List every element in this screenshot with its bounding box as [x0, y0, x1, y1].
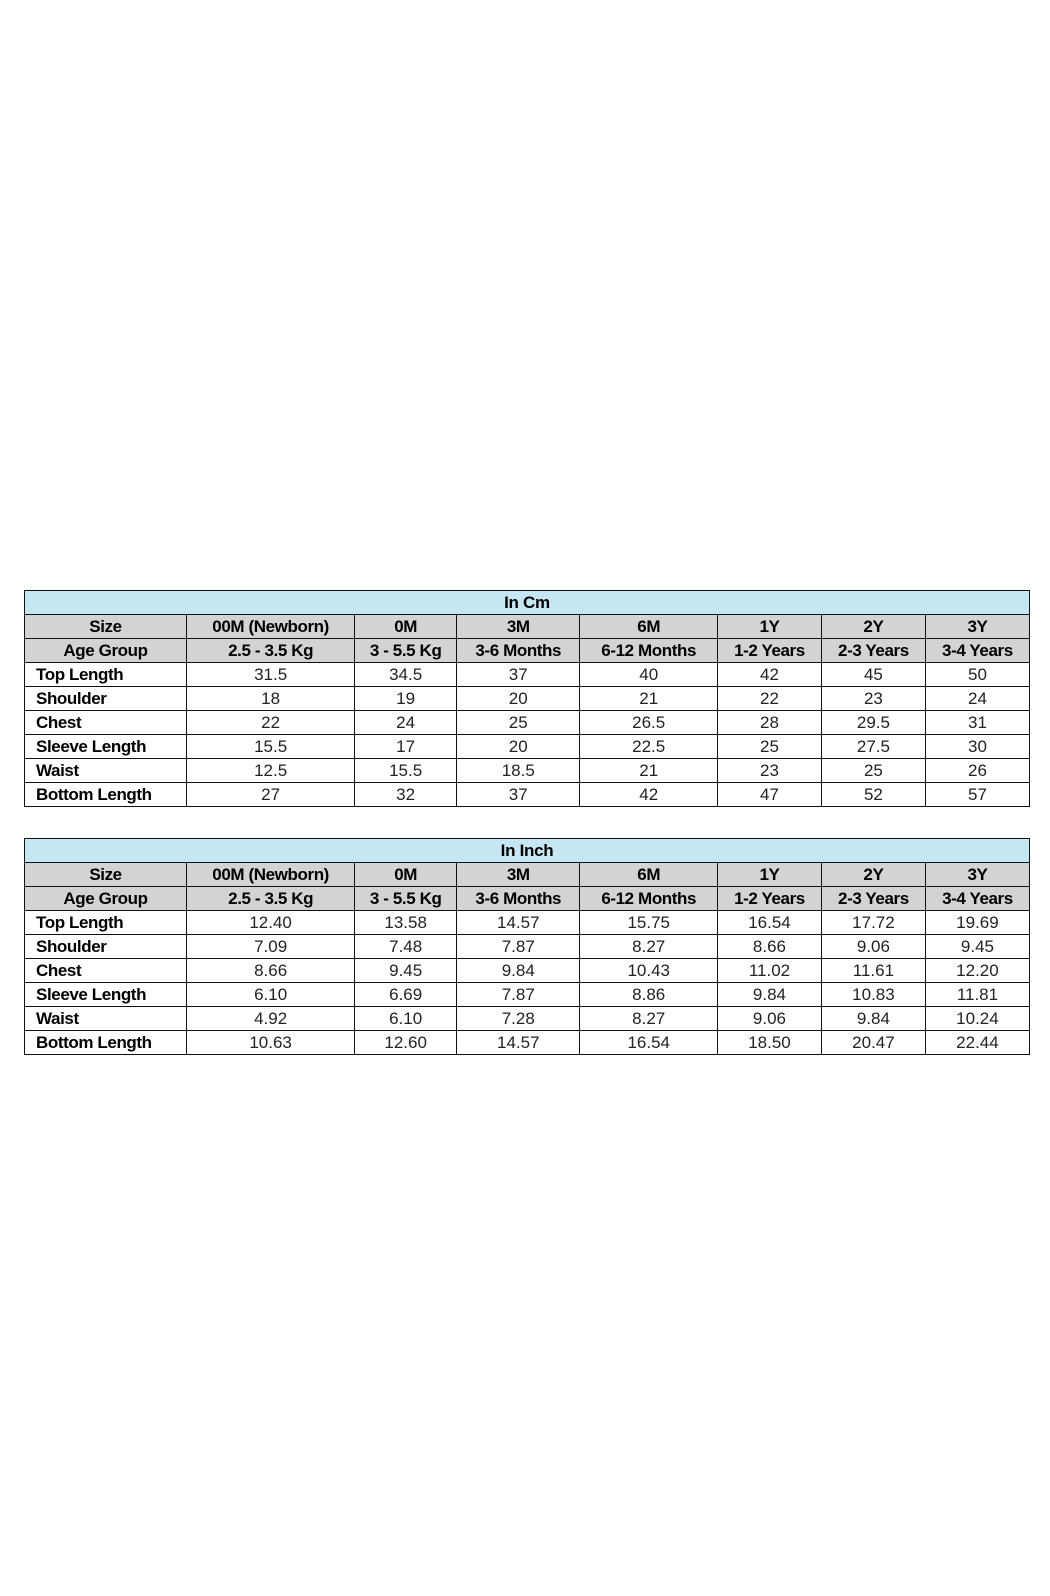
size-header-cell: 3M [457, 615, 580, 639]
table-body [25, 591, 1030, 807]
size-header-cell: 3Y [925, 615, 1029, 639]
measurement-value: 19 [355, 687, 457, 711]
age-group-header-row [25, 639, 1030, 663]
age-group-cell: 3-6 Months [457, 887, 580, 911]
measurement-label: Chest [25, 711, 187, 735]
table-row [25, 911, 1030, 935]
measurement-value: 7.87 [457, 935, 580, 959]
measurement-value: 12.20 [925, 959, 1029, 983]
measurement-value: 15.5 [187, 735, 355, 759]
age-group-cell: 2-3 Years [821, 887, 925, 911]
measurement-label: Shoulder [25, 687, 187, 711]
measurement-value: 12.60 [355, 1031, 457, 1055]
measurement-value: 22 [717, 687, 821, 711]
table-row [25, 663, 1030, 687]
measurement-value: 9.84 [718, 983, 822, 1007]
age-group-header-row [25, 887, 1030, 911]
measurement-value: 7.87 [457, 983, 580, 1007]
size-header-row [25, 615, 1030, 639]
measurement-value: 20 [457, 687, 580, 711]
measurement-label: Top Length [25, 663, 187, 687]
measurement-value: 16.54 [580, 1031, 718, 1055]
size-header-cell: 6M [580, 615, 718, 639]
measurement-value: 50 [925, 663, 1029, 687]
measurement-value: 52 [821, 783, 925, 807]
measurement-value: 34.5 [355, 663, 457, 687]
measurement-value: 14.57 [457, 911, 580, 935]
table-row [25, 935, 1030, 959]
measurement-value: 8.66 [718, 935, 822, 959]
table-row [25, 959, 1030, 983]
size-header-cell: 3Y [925, 863, 1029, 887]
size-chart-cm-table [24, 590, 1030, 807]
size-header-cell: 6M [580, 863, 718, 887]
measurement-value: 26 [925, 759, 1029, 783]
measurement-value: 12.5 [187, 759, 355, 783]
age-group-cell: 3-4 Years [925, 887, 1029, 911]
age-group-cell: 2-3 Years [821, 639, 925, 663]
measurement-value: 4.92 [187, 1007, 355, 1031]
measurement-value: 16.54 [718, 911, 822, 935]
table-row [25, 1007, 1030, 1031]
measurement-value: 8.27 [580, 1007, 718, 1031]
measurement-value: 11.61 [821, 959, 925, 983]
measurement-value: 24 [355, 711, 457, 735]
size-header-cell: 2Y [821, 863, 925, 887]
measurement-value: 29.5 [821, 711, 925, 735]
measurement-value: 21 [580, 687, 718, 711]
measurement-value: 7.28 [457, 1007, 580, 1031]
age-group-cell: 1-2 Years [718, 887, 822, 911]
measurement-value: 6.69 [355, 983, 457, 1007]
size-header-cell: 1Y [718, 863, 822, 887]
table-title: In Cm [25, 591, 1030, 615]
table-row [25, 687, 1030, 711]
measurement-value: 20 [457, 735, 580, 759]
measurement-value: 8.27 [580, 935, 718, 959]
measurement-label: Waist [25, 759, 187, 783]
age-group-cell: 6-12 Months [580, 639, 718, 663]
table-row [25, 983, 1030, 1007]
measurement-value: 6.10 [187, 983, 355, 1007]
measurement-value: 22.5 [580, 735, 718, 759]
measurement-label: Chest [25, 959, 187, 983]
measurement-value: 10.63 [187, 1031, 355, 1055]
measurement-label: Shoulder [25, 935, 187, 959]
measurement-value: 17.72 [821, 911, 925, 935]
measurement-label: Bottom Length [25, 1031, 187, 1055]
measurement-value: 40 [580, 663, 718, 687]
measurement-value: 27.5 [821, 735, 925, 759]
size-label: Size [25, 615, 187, 639]
measurement-value: 8.86 [580, 983, 718, 1007]
measurement-value: 42 [580, 783, 718, 807]
measurement-value: 9.84 [821, 1007, 925, 1031]
size-header-cell: 1Y [717, 615, 821, 639]
measurement-value: 31 [925, 711, 1029, 735]
size-header-cell: 00M (Newborn) [187, 863, 355, 887]
age-group-cell: 3-4 Years [925, 639, 1029, 663]
measurement-value: 21 [580, 759, 718, 783]
size-header-cell: 0M [355, 615, 457, 639]
table-title-row [25, 839, 1030, 863]
measurement-value: 9.06 [718, 1007, 822, 1031]
table-title: In Inch [25, 839, 1030, 863]
measurement-value: 10.24 [925, 1007, 1029, 1031]
measurement-value: 32 [355, 783, 457, 807]
size-label: Size [25, 863, 187, 887]
measurement-value: 11.02 [718, 959, 822, 983]
measurement-value: 10.83 [821, 983, 925, 1007]
age-group-label: Age Group [25, 639, 187, 663]
measurement-value: 27 [187, 783, 355, 807]
age-group-cell: 3-6 Months [457, 639, 580, 663]
table-row [25, 711, 1030, 735]
measurement-label: Bottom Length [25, 783, 187, 807]
size-header-cell: 3M [457, 863, 580, 887]
measurement-label: Sleeve Length [25, 983, 187, 1007]
measurement-value: 8.66 [187, 959, 355, 983]
measurement-value: 25 [821, 759, 925, 783]
measurement-value: 23 [821, 687, 925, 711]
measurement-value: 45 [821, 663, 925, 687]
table-row [25, 735, 1030, 759]
size-header-cell: 0M [355, 863, 457, 887]
measurement-value: 14.57 [457, 1031, 580, 1055]
measurement-value: 18.5 [457, 759, 580, 783]
table-row [25, 783, 1030, 807]
measurement-value: 19.69 [925, 911, 1029, 935]
measurement-value: 24 [925, 687, 1029, 711]
measurement-value: 9.45 [355, 959, 457, 983]
table-row [25, 759, 1030, 783]
age-group-cell: 3 - 5.5 Kg [355, 639, 457, 663]
measurement-value: 7.48 [355, 935, 457, 959]
size-header-cell: 00M (Newborn) [187, 615, 355, 639]
measurement-value: 7.09 [187, 935, 355, 959]
size-header-row [25, 863, 1030, 887]
measurement-value: 18.50 [718, 1031, 822, 1055]
age-group-cell: 1-2 Years [717, 639, 821, 663]
age-group-cell: 3 - 5.5 Kg [355, 887, 457, 911]
age-group-cell: 6-12 Months [580, 887, 718, 911]
measurement-value: 22 [187, 711, 355, 735]
measurement-value: 25 [457, 711, 580, 735]
measurement-value: 47 [717, 783, 821, 807]
measurement-value: 11.81 [925, 983, 1029, 1007]
age-group-cell: 2.5 - 3.5 Kg [187, 887, 355, 911]
measurement-value: 23 [717, 759, 821, 783]
measurement-value: 6.10 [355, 1007, 457, 1031]
size-chart-inch-table [24, 838, 1030, 1055]
measurement-value: 42 [717, 663, 821, 687]
measurement-value: 30 [925, 735, 1029, 759]
age-group-cell: 2.5 - 3.5 Kg [187, 639, 355, 663]
measurement-value: 13.58 [355, 911, 457, 935]
measurement-value: 57 [925, 783, 1029, 807]
measurement-value: 26.5 [580, 711, 718, 735]
measurement-value: 25 [717, 735, 821, 759]
measurement-value: 37 [457, 783, 580, 807]
measurement-value: 22.44 [925, 1031, 1029, 1055]
measurement-value: 17 [355, 735, 457, 759]
measurement-value: 28 [717, 711, 821, 735]
measurement-label: Sleeve Length [25, 735, 187, 759]
measurement-value: 12.40 [187, 911, 355, 935]
table-title-row [25, 591, 1030, 615]
measurement-value: 15.5 [355, 759, 457, 783]
table-row [25, 1031, 1030, 1055]
measurement-label: Waist [25, 1007, 187, 1031]
size-header-cell: 2Y [821, 615, 925, 639]
measurement-value: 10.43 [580, 959, 718, 983]
measurement-value: 9.84 [457, 959, 580, 983]
measurement-value: 37 [457, 663, 580, 687]
measurement-value: 31.5 [187, 663, 355, 687]
measurement-value: 20.47 [821, 1031, 925, 1055]
measurement-label: Top Length [25, 911, 187, 935]
table-body [25, 839, 1030, 1055]
measurement-value: 9.45 [925, 935, 1029, 959]
measurement-value: 15.75 [580, 911, 718, 935]
age-group-label: Age Group [25, 887, 187, 911]
measurement-value: 9.06 [821, 935, 925, 959]
measurement-value: 18 [187, 687, 355, 711]
